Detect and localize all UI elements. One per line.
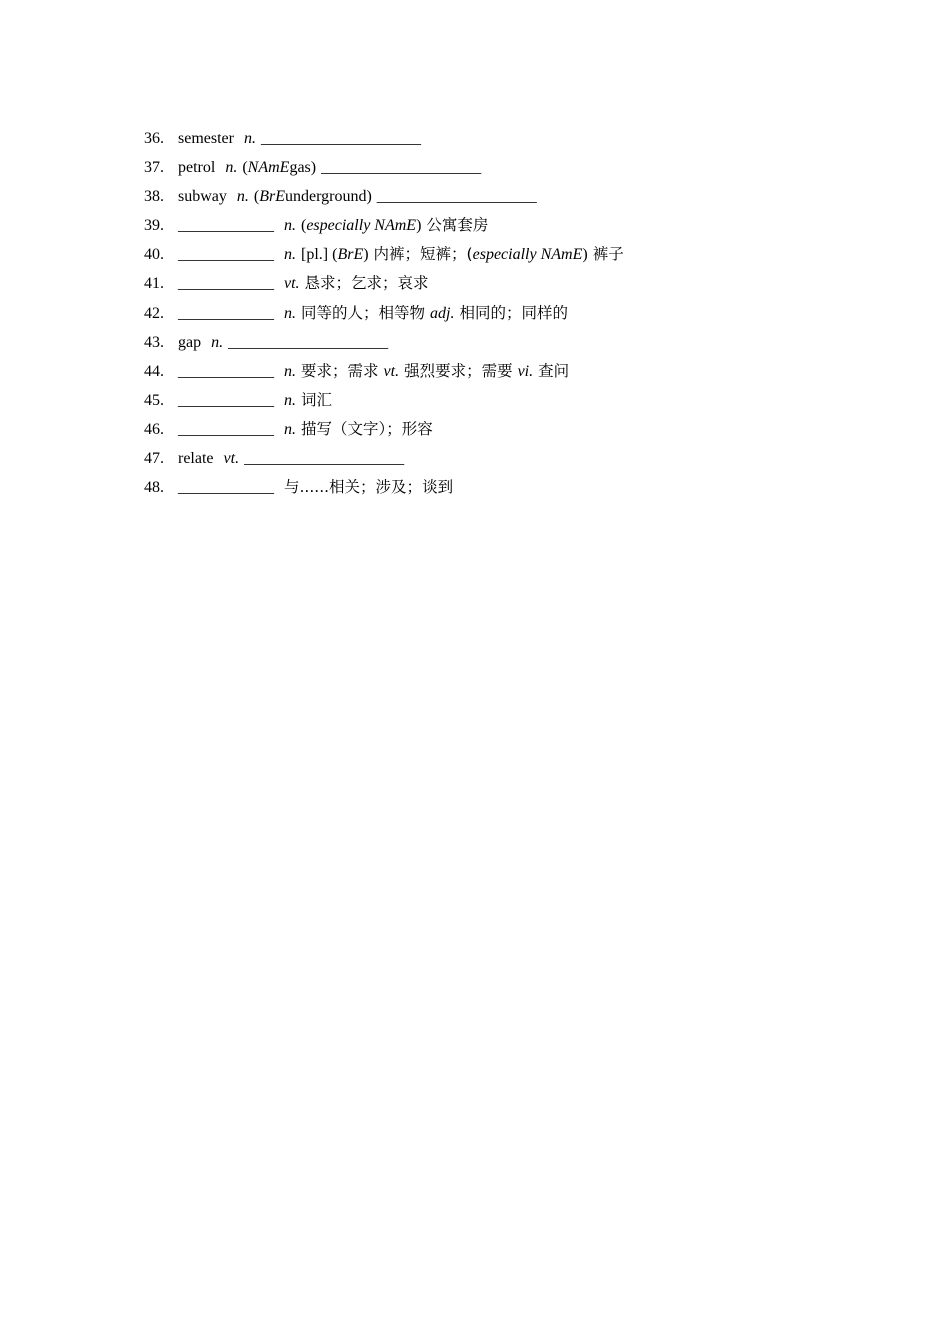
chinese-meaning: 强烈要求；需要 — [404, 361, 513, 380]
item-number: 43. — [144, 333, 164, 351]
label-close: ) — [582, 246, 588, 264]
chinese-meaning: 描写（文字）；形容 — [301, 419, 433, 438]
item-number: 42. — [144, 304, 164, 322]
item-number: 45. — [144, 391, 164, 409]
item-number: 47. — [144, 450, 164, 468]
part-of-speech: n. — [284, 304, 296, 322]
plural-label: [pl.] ( — [301, 246, 338, 264]
list-item — [144, 473, 844, 502]
list-item — [144, 444, 844, 473]
item-number: 37. — [144, 159, 164, 177]
list-item — [144, 357, 844, 386]
part-of-speech: vt. — [284, 275, 300, 293]
part-of-speech: vi. — [517, 362, 534, 380]
chinese-meaning: 要求；需求 — [301, 361, 379, 380]
answer-blank[interactable]: ____________________ — [321, 159, 482, 177]
word: subway — [178, 188, 227, 206]
list-item — [144, 240, 844, 269]
vocabulary-list — [144, 124, 844, 502]
note-open: ( — [253, 188, 260, 206]
list-item — [144, 182, 844, 211]
note-close: ) — [416, 217, 422, 235]
part-of-speech: vt. — [383, 362, 400, 380]
list-item — [144, 269, 844, 298]
part-of-speech: n. — [211, 333, 224, 351]
part-of-speech: n. — [284, 217, 296, 235]
item-number: 40. — [144, 246, 164, 264]
variant-label: especially NAmE — [472, 246, 583, 264]
item-number: 41. — [144, 275, 164, 293]
part-of-speech: n. — [284, 420, 296, 438]
item-number: 46. — [144, 420, 164, 438]
answer-blank[interactable]: ____________________ — [244, 450, 405, 468]
list-item — [144, 415, 844, 444]
list-item — [144, 124, 844, 153]
answer-blank[interactable]: ____________ — [178, 275, 274, 293]
part-of-speech: vt. — [223, 450, 240, 468]
answer-blank[interactable]: ____________________ — [376, 188, 537, 206]
item-number: 36. — [144, 130, 164, 147]
answer-blank[interactable]: ____________ — [178, 304, 274, 322]
list-item — [144, 328, 844, 357]
answer-blank[interactable]: ____________ — [178, 362, 274, 380]
part-of-speech: adj. — [430, 304, 455, 322]
item-number: 48. — [144, 479, 164, 497]
part-of-speech: n. — [284, 391, 296, 409]
word: semester — [178, 130, 234, 147]
item-number: 44. — [144, 362, 164, 380]
list-item — [144, 299, 844, 328]
part-of-speech: n. — [284, 246, 296, 264]
answer-blank[interactable]: ____________ — [178, 479, 274, 497]
word: petrol — [178, 159, 216, 177]
note-open: ( — [301, 217, 307, 235]
variant-label: especially NAmE — [306, 217, 417, 235]
chinese-meaning: 相同的；同样的 — [459, 303, 568, 322]
part-of-speech: n. — [236, 188, 249, 206]
variant-label: BrE — [337, 246, 364, 264]
answer-blank[interactable]: ____________________ — [228, 333, 389, 351]
item-number: 39. — [144, 217, 164, 235]
note-word: gas) — [289, 159, 317, 177]
chinese-meaning: 恳求；乞求；哀求 — [304, 274, 429, 293]
answer-blank[interactable]: ____________ — [178, 217, 274, 235]
answer-blank[interactable]: ____________________ — [260, 130, 421, 147]
part-of-speech: n. — [284, 362, 296, 380]
answer-blank[interactable]: ____________ — [178, 420, 274, 438]
list-item — [144, 211, 844, 240]
list-item — [144, 386, 844, 415]
item-number: 38. — [144, 188, 164, 206]
chinese-meaning: 公寓套房 — [426, 216, 489, 235]
chinese-meaning: 裤子 — [592, 245, 624, 264]
part-of-speech: n. — [225, 159, 238, 177]
variant-label: BrE — [259, 188, 285, 206]
chinese-meaning: 词汇 — [301, 390, 333, 409]
chinese-meaning: 同等的人；相等物 — [301, 303, 426, 322]
word: relate — [178, 450, 214, 468]
word: gap — [178, 333, 202, 351]
chinese-meaning: 查问 — [538, 361, 570, 380]
label-close: ) — [363, 246, 369, 264]
part-of-speech: n. — [243, 130, 256, 147]
variant-label: NAmE — [247, 159, 290, 177]
chinese-meaning: 与......相关；涉及；谈到 — [284, 478, 454, 497]
answer-blank[interactable]: ____________ — [178, 246, 274, 264]
chinese-meaning: 内裤；短裤；( — [373, 245, 473, 264]
list-item — [144, 153, 844, 182]
note-open: ( — [242, 159, 248, 177]
answer-blank[interactable]: ____________ — [178, 391, 274, 409]
note-word: underground) — [285, 188, 372, 206]
